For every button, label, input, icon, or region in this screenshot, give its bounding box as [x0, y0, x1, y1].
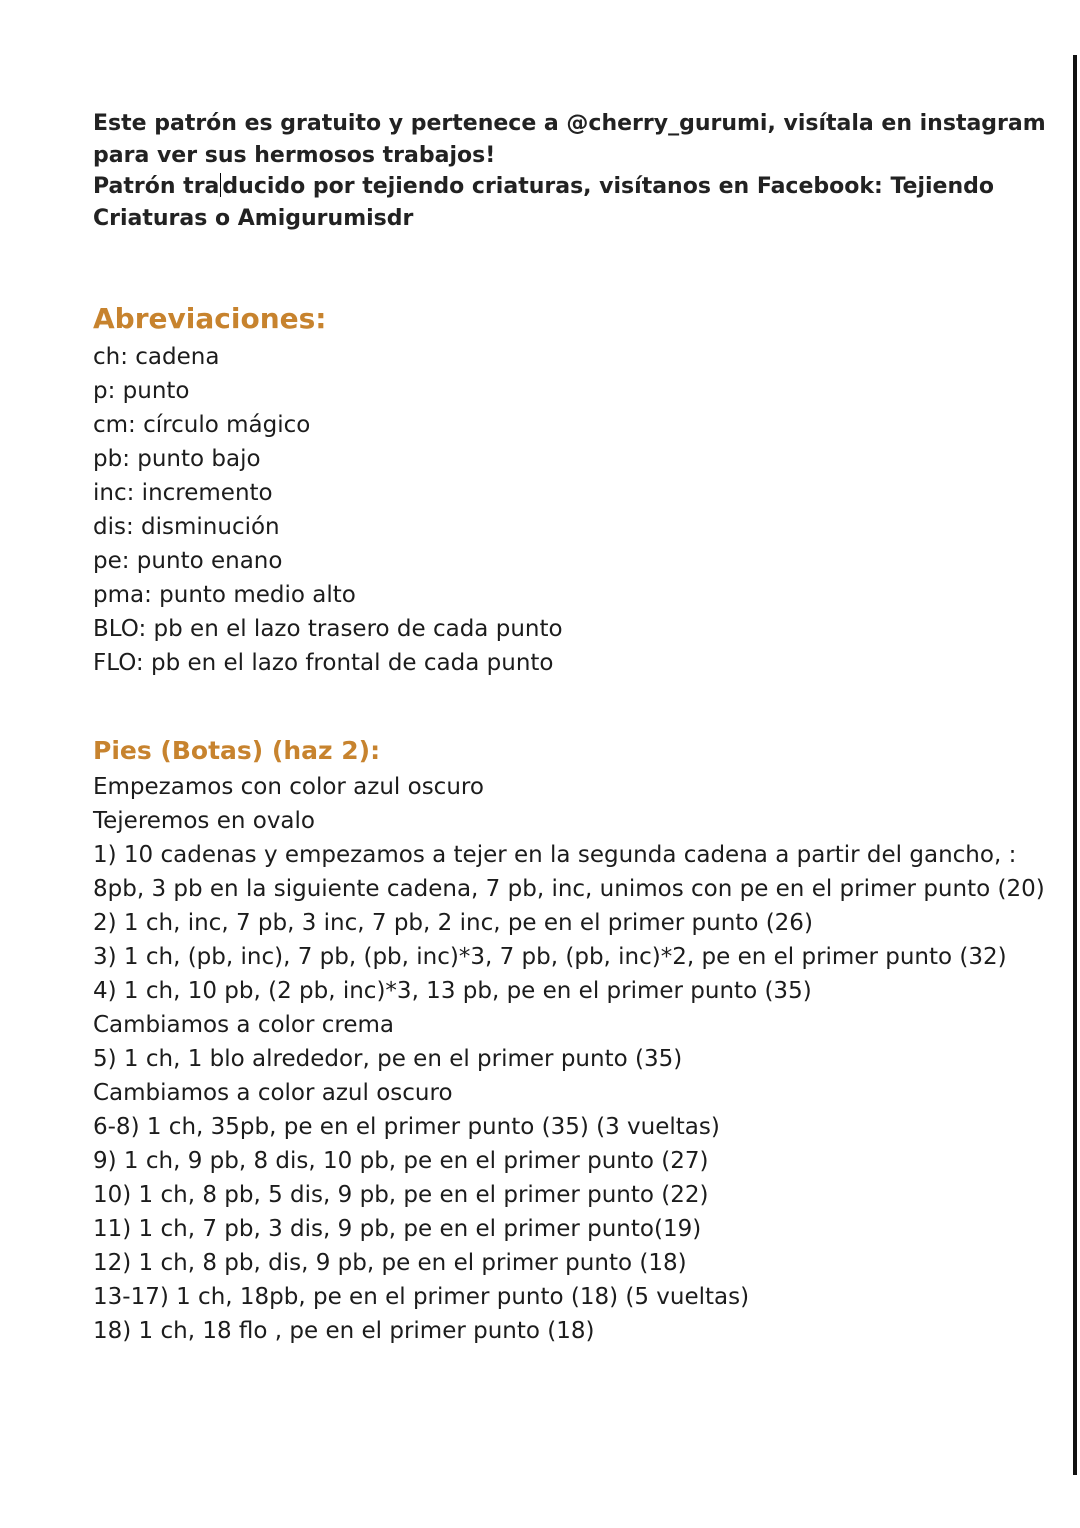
- abbreviation-item: dis: disminución: [93, 514, 280, 540]
- instruction-line: 18) 1 ch, 18 flo , pe en el primer punto (18): [93, 1318, 595, 1344]
- abbreviations-heading: Abreviaciones:: [93, 302, 327, 335]
- instruction-line: 2) 1 ch, inc, 7 pb, 3 inc, 7 pb, 2 inc, pe en el primer punto (26): [93, 910, 813, 936]
- abbreviation-item: pe: punto enano: [93, 548, 283, 574]
- instruction-line: 9) 1 ch, 9 pb, 8 dis, 10 pb, pe en el primer punto (27): [93, 1148, 709, 1174]
- feet-instructions: [93, 770, 1053, 1348]
- abbreviation-item: BLO: pb en el lazo trasero de cada punto: [93, 616, 563, 642]
- intro-line-2: [93, 171, 1053, 234]
- instruction-line: 13-17) 1 ch, 18pb, pe en el primer punto (18) (5 vueltas): [93, 1284, 750, 1310]
- instruction-line: 12) 1 ch, 8 pb, dis, 9 pb, pe en el primer punto (18): [93, 1250, 687, 1276]
- instruction-line: 5) 1 ch, 1 blo alrededor, pe en el primer punto (35): [93, 1046, 683, 1072]
- instruction-line: 10) 1 ch, 8 pb, 5 dis, 9 pb, pe en el primer punto (22): [93, 1182, 709, 1208]
- abbreviation-item: pma: punto medio alto: [93, 582, 356, 608]
- instruction-line: 6-8) 1 ch, 35pb, pe en el primer punto (35) (3 vueltas): [93, 1114, 720, 1140]
- instruction-line: 11) 1 ch, 7 pb, 3 dis, 9 pb, pe en el primer punto(19): [93, 1216, 702, 1242]
- feet-heading: Pies (Botas) (haz 2):: [93, 736, 381, 765]
- instruction-line: Cambiamos a color crema: [93, 1012, 395, 1038]
- abbreviation-item: p: punto: [93, 378, 190, 404]
- instruction-line: 4) 1 ch, 10 pb, (2 pb, inc)*3, 13 pb, pe en el primer punto (35): [93, 978, 812, 1004]
- instruction-line: 3) 1 ch, (pb, inc), 7 pb, (pb, inc)*3, 7 pb, (pb, inc)*2, pe en el primer punto (32): [93, 944, 1007, 970]
- intro-text: [93, 108, 1053, 234]
- abbreviation-item: cm: círculo mágico: [93, 412, 311, 438]
- instruction-line: Empezamos con color azul oscuro: [93, 774, 484, 800]
- instruction-line: Tejeremos en ovalo: [93, 808, 315, 834]
- intro-line-2-end: ducido por tejiendo criaturas, visítanos en Facebook: Tejiendo Criaturas o Amigurumisdr: [93, 174, 994, 231]
- abbreviation-item: ch: cadena: [93, 344, 220, 370]
- document: [93, 108, 1053, 1348]
- page-edge-line: [1073, 55, 1077, 1475]
- intro-line-1: Este patrón es gratuito y pertenece a @cherry_gurumi, visítala en instagram para ver sus hermosos trabajos!: [93, 111, 1046, 168]
- instruction-line: 1) 10 cadenas y empezamos a tejer en la segunda cadena a partir del gancho, : 8pb, 3 pb en la siguiente cadena, 7 pb, inc, unimos con pe en el primer punto (20): [93, 842, 1045, 902]
- intro-line-2-start: Patrón tra: [93, 174, 220, 199]
- instruction-line: Cambiamos a color azul oscuro: [93, 1080, 453, 1106]
- abbreviation-item: FLO: pb en el lazo frontal de cada punto: [93, 650, 554, 676]
- abbreviation-item: pb: punto bajo: [93, 446, 261, 472]
- abbreviation-item: inc: incremento: [93, 480, 273, 506]
- abbreviations-list: [93, 340, 1053, 680]
